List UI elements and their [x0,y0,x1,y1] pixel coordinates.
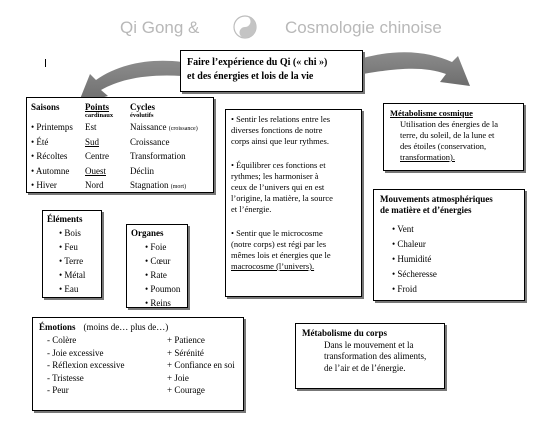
elements-header: Éléments [47,214,83,224]
text-line: l’origine, la matière, la source [231,193,333,203]
elements-box [42,210,102,298]
table-cell: Déclin [130,165,154,176]
atmos-header-line: de matière et d’énergies [380,205,472,215]
principle-paragraph [231,160,356,215]
list-item: • Métal [59,270,86,280]
center-title-box [180,50,363,92]
column-subheader: évolutifs [130,112,154,119]
emotions-minus-list [47,334,124,397]
text-line: diverses fonctions de notre [231,125,323,135]
cosmic-body [390,119,517,163]
text-line: Utilisation des énergies de la [400,119,499,129]
text-line: rythmes; les harmoniser à [231,171,319,181]
list-item: • Terre [59,256,84,266]
table-cell: Croissance [130,136,170,147]
emotions-box [32,317,244,411]
text-line: ceux de l’univers qui en est [231,182,325,192]
column-subheader [31,112,73,120]
list-item: - Peur [47,385,69,395]
table-cell [130,178,198,193]
table-cell: Est [85,122,97,132]
table-cell: Sud [85,136,100,147]
table-cell: Centre [85,151,109,161]
emotions-plus-list [167,334,235,397]
corps-header: Métabolisme du corps [302,328,387,338]
cell-note: (mort) [170,184,187,190]
text-line: transformation). [400,152,455,162]
table-cell: • Printemps [31,122,73,132]
emotions-subtitle: (moins de… plus de…) [83,322,169,332]
list-item: • Sécheresse [392,269,437,279]
table-cell: • Été [31,136,49,147]
column-points [85,102,113,193]
column-header: Saisons [31,102,60,112]
list-item: • Reins [145,298,171,308]
list-item: - Réflexion excessive [47,360,125,370]
principles-box [225,109,362,297]
text-line: mêmes lois et énergies que le [231,250,331,260]
list-item: • Feu [59,242,78,252]
text-line: et l’énergie. [231,204,272,214]
cosmic-metabolism-box [383,103,524,171]
list-item: + Confiance en soi [167,360,235,370]
column-header: Points [85,102,110,112]
list-item: • Froid [392,284,417,294]
cycles-table [26,97,214,193]
corps-body [302,340,438,375]
table-cell: • Récoltes [31,151,68,161]
text-line: de l’air et de l’énergie. [324,362,406,373]
atmospheric-movements-box [373,189,525,301]
column-cycles [130,102,198,193]
list-item: - Tristesse [47,372,84,383]
center-title-line-1: Faire l’expérience du Qi (« chi ») [187,57,328,68]
text-line: corps ainsi que leur rythmes. [231,136,329,146]
table-cell: Nord [85,180,104,190]
organes-header: Organes [131,228,164,238]
principle-paragraph [231,114,356,147]
cell-text: Stagnation [130,180,169,190]
list-item: • Poumon [145,284,181,294]
text-line: • Sentir les relations entre les [231,114,331,124]
text-line: macrocosme (l’univers). [231,261,315,271]
list-item: • Cœur [145,256,171,266]
text-line: • Sentir que le microcosme [231,228,323,238]
list-item: + Joie [167,372,189,383]
text-line: (notre corps) est régi par les [231,239,327,249]
column-subheader: cardinaux [85,112,114,119]
table-cell: • Automne [31,165,70,176]
list-item: • Foie [145,242,167,252]
text-line: terre, du soleil, de la lune et [400,130,495,140]
atmos-header [380,194,518,216]
atmos-header-line: Mouvements atmosphériques [380,194,493,204]
table-cell: Transformation [130,151,186,161]
list-item: + Courage [167,385,205,395]
table-cell [130,120,198,135]
title-left: Qi Gong & [120,18,200,37]
text-line: • Équilibrer ces fonctions et [231,160,326,170]
list-item: - Colère [47,335,77,345]
emotions-title: Émotions [39,322,76,332]
principle-paragraph [231,228,356,272]
list-item: • Eau [59,284,79,294]
cell-text: Naissance [130,122,167,132]
list-item: + Sérénité [167,347,204,358]
title-right: Cosmologie chinoise [285,18,442,37]
body-metabolism-box [295,323,445,389]
column-header: Cycles [130,102,155,112]
text-line: des étoiles (conservation, [400,141,487,151]
list-item: • Humidité [392,254,432,264]
organes-box [126,224,188,308]
list-item: • Chaleur [392,239,426,249]
list-item: • Vent [392,224,414,234]
cell-note: (croissance) [168,126,198,132]
list-item: - Joie excessive [47,347,104,358]
center-title-line-2: et des énergies et lois de la vie [187,71,314,82]
cosmic-header: Métabolisme cosmique [390,108,473,118]
text-line: transformation des aliments, [324,351,427,361]
text-line: Dans le mouvement et la [324,339,414,350]
list-item: • Bois [59,228,81,238]
column-saisons [31,102,73,193]
right-arrow [363,52,470,86]
small-mark [45,59,46,67]
table-cell: • Hiver [31,180,57,190]
list-item: • Rate [145,270,167,280]
table-cell: Ouest [85,165,106,176]
list-item: + Patience [167,335,205,345]
emotions-header [39,321,237,333]
